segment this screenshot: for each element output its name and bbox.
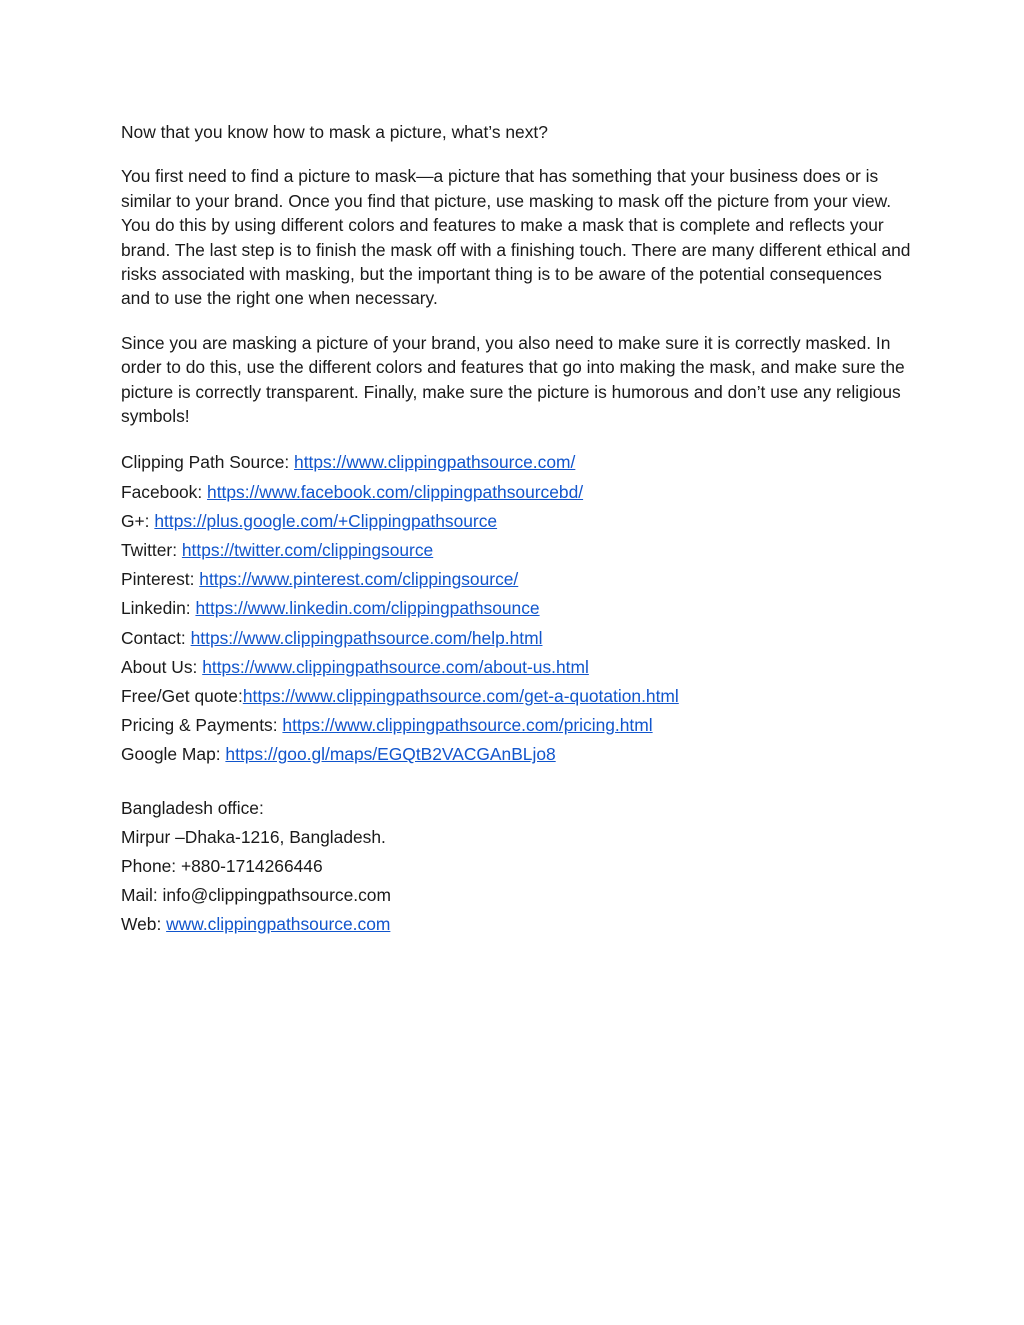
link-label: G+:: [121, 510, 155, 531]
link-line-get-quote: [121, 682, 911, 711]
link-url[interactable]: https://www.clippingpathsource.com/get-a-quotation.html: [242, 685, 679, 706]
links-list: [121, 448, 911, 769]
link-label: Linkedin:: [121, 598, 196, 619]
link-url[interactable]: https://goo.gl/maps/EGQtB2VACGAnBLjo8: [225, 744, 556, 765]
body-paragraph-2: Since you are masking a picture of your brand, you also need to make sure it is correctly masked. In order to do this, use the different colors and features that go into making the mask, and make sure the picture is correctly transparent. Finally, make sure the picture is humorous and don’t use any religious symbols!: [121, 332, 905, 427]
link-line-twitter: [121, 536, 911, 565]
document-page: [121, 120, 911, 939]
link-url[interactable]: https://www.clippingpathsource.com/: [294, 452, 576, 473]
link-url[interactable]: https://www.clippingpathsource.com/about-us.html: [202, 656, 589, 677]
link-line-contact: [121, 624, 911, 653]
link-label: Pricing & Payments:: [121, 715, 283, 736]
link-line-clipping-path-source: [121, 448, 911, 477]
link-url[interactable]: https://www.pinterest.com/clippingsource/: [199, 569, 519, 590]
link-line-pricing: [121, 711, 911, 740]
link-line-pinterest: [121, 565, 911, 594]
office-address: Mirpur –Dhaka-1216, Bangladesh.: [121, 826, 386, 847]
link-url[interactable]: https://www.clippingpathsource.com/pricing.html: [282, 715, 653, 736]
link-label: Twitter:: [121, 540, 182, 561]
link-label: Pinterest:: [121, 569, 200, 590]
link-url[interactable]: https://www.facebook.com/clippingpathsourcebd/: [207, 481, 584, 502]
link-line-linkedin: [121, 594, 911, 623]
office-contact-block: [121, 794, 911, 940]
link-line-facebook: [121, 478, 911, 507]
link-url[interactable]: https://twitter.com/clippingsource: [181, 540, 434, 561]
link-label: About Us:: [121, 656, 203, 677]
link-line-google-map: [121, 740, 911, 769]
link-url[interactable]: https://www.linkedin.com/clippingpathsounce: [195, 598, 540, 619]
web-link[interactable]: www.clippingpathsource.com: [166, 914, 391, 935]
intro-heading: Now that you know how to mask a picture, what’s next?: [121, 122, 548, 142]
link-url[interactable]: https://plus.google.com/+Clippingpathsource: [154, 510, 498, 531]
office-mail: Mail: info@clippingpathsource.com: [121, 885, 391, 906]
link-line-about-us: [121, 653, 911, 682]
office-heading: Bangladesh office:: [121, 797, 264, 818]
link-label: Contact:: [121, 627, 191, 648]
link-label: Google Map:: [121, 744, 226, 765]
body-paragraph-1: You first need to find a picture to mask—a picture that has something that your business does or is similar to your brand. Once you find that picture, use masking to mask off the picture from your view. You do this by using different colors and features to make a mask that is complete and reflects your brand. The last step is to finish the mask off with a finishing touch. There are many different ethical and risks associated with masking, but the important thing is to be aware of the potential consequences and to use the right one when necessary.: [121, 166, 911, 309]
link-line-gplus: [121, 507, 911, 536]
link-url[interactable]: https://www.clippingpathsource.com/help.html: [190, 627, 543, 648]
office-web: [121, 910, 911, 939]
office-phone: Phone: +880-1714266446: [121, 855, 323, 876]
link-label: Free/Get quote:: [121, 685, 243, 706]
link-label: Facebook:: [121, 481, 208, 502]
link-label: Clipping Path Source:: [121, 452, 295, 473]
web-label: Web:: [121, 914, 167, 935]
